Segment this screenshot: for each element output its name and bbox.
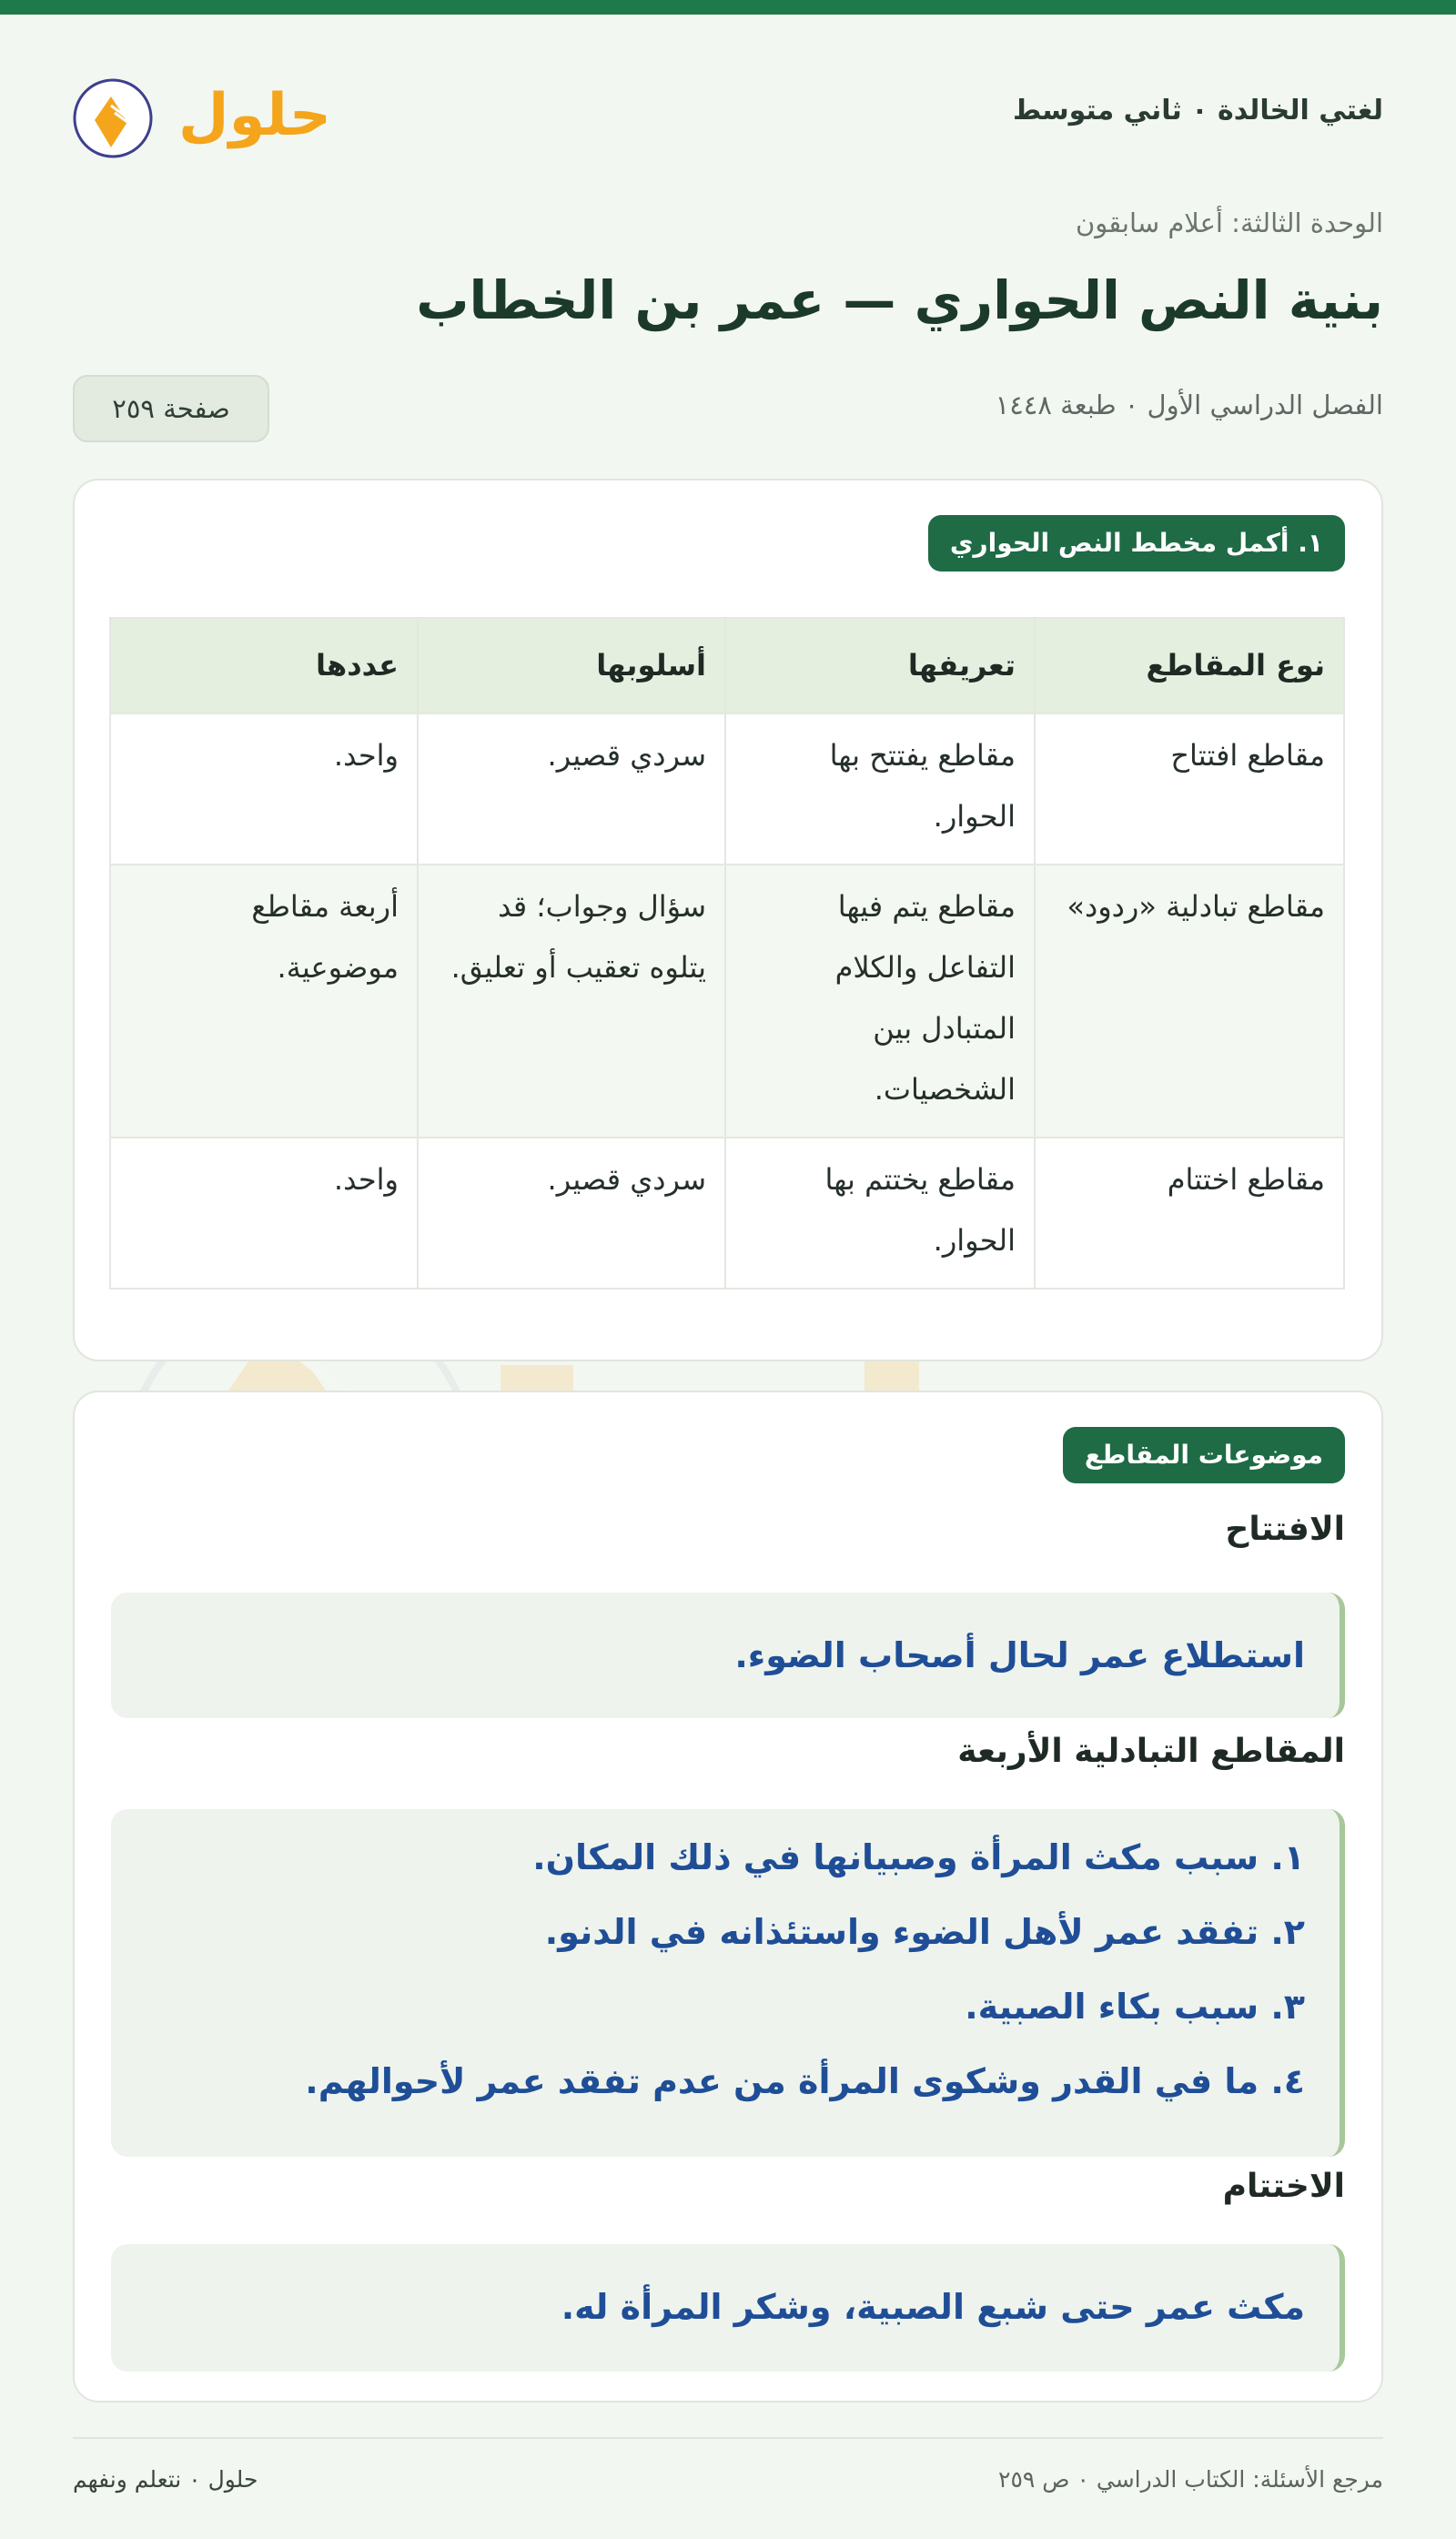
opening-heading: الافتتاح	[1225, 1511, 1345, 1548]
top-accent-bar	[0, 0, 1456, 15]
list-item: ٤. ما في القدر وشكوى المرأة من عدم تفقد عمر لأحوالهم.	[305, 2061, 1305, 2101]
table-cell: مقاطع يتم فيها التفاعل والكلام المتبادل بين الشخصيات.	[725, 865, 1035, 1138]
svg-text:حلول: حلول	[178, 82, 331, 149]
table-row	[110, 713, 1344, 865]
section-chip: موضوعات المقاطع	[1063, 1427, 1345, 1483]
footer-reference: مرجع الأسئلة: الكتاب الدراسي ٠ ص ٢٥٩	[998, 2466, 1383, 2493]
footer-divider	[73, 2437, 1383, 2439]
footer-brand: حلول ٠ نتعلم ونفهم	[73, 2466, 258, 2493]
middle-answer-box	[111, 1809, 1345, 2157]
series-title: لغتي الخالدة ٠ ثاني متوسط	[1012, 95, 1383, 126]
table-cell: سردي قصير.	[418, 1138, 725, 1289]
opening-answer: استطلاع عمر لحال أصحاب الضوء.	[734, 1635, 1305, 1675]
closing-answer: مكث عمر حتى شبع الصبية، وشكر المرأة له.	[561, 2287, 1305, 2327]
unit-label: الوحدة الثالثة: أعلام سابقون	[1075, 207, 1383, 238]
column-header: نوع المقاطع	[1035, 618, 1344, 713]
dialogue-plan-table	[109, 617, 1345, 1290]
middle-segments-list	[129, 1820, 1305, 2119]
page-number-badge: صفحة ٢٥٩	[73, 375, 269, 442]
page-title: بنية النص الحواري — عمر بن الخطاب	[416, 269, 1383, 331]
term-edition: الفصل الدراسي الأول ٠ طبعة ١٤٤٨	[995, 389, 1383, 420]
section-chip: ١. أكمل مخطط النص الحواري	[928, 515, 1345, 572]
table-cell: مقاطع افتتاح	[1035, 713, 1344, 865]
table-cell: سردي قصير.	[418, 713, 725, 865]
list-item: ١. سبب مكث المرأة وصبيانها في ذلك المكان.	[532, 1837, 1305, 1877]
table-row	[110, 1138, 1344, 1289]
table-cell: واحد.	[110, 1138, 418, 1289]
column-header: تعريفها	[725, 618, 1035, 713]
closing-answer-box	[111, 2244, 1345, 2372]
list-item: ٣. سبب بكاء الصبية.	[965, 1987, 1305, 2027]
closing-heading: الاختتام	[1222, 2168, 1345, 2205]
table-cell: واحد.	[110, 713, 418, 865]
table-cell: مقاطع يختتم بها الحوار.	[725, 1138, 1035, 1289]
table-row	[110, 865, 1344, 1138]
column-header: عددها	[110, 618, 418, 713]
hulul-logo	[73, 69, 346, 160]
middle-heading: المقاطع التبادلية الأربعة	[957, 1733, 1345, 1770]
table-cell: مقاطع يفتتح بها الحوار.	[725, 713, 1035, 865]
page-header	[73, 69, 1383, 160]
table-cell: مقاطع اختتام	[1035, 1138, 1344, 1289]
segment-topics-card	[73, 1391, 1383, 2402]
opening-answer-box	[111, 1593, 1345, 1718]
dialogue-plan-card	[73, 479, 1383, 1361]
table-cell: سؤال وجواب؛ قد يتلوه تعقيب أو تعليق.	[418, 865, 725, 1138]
table-cell: مقاطع تبادلية «ردود»	[1035, 865, 1344, 1138]
column-header: أسلوبها	[418, 618, 725, 713]
table-header-row	[110, 618, 1344, 713]
list-item: ٢. تفقد عمر لأهل الضوء واستئذانه في الدنو.	[544, 1912, 1305, 1952]
table-cell: أربعة مقاطع موضوعية.	[110, 865, 418, 1138]
